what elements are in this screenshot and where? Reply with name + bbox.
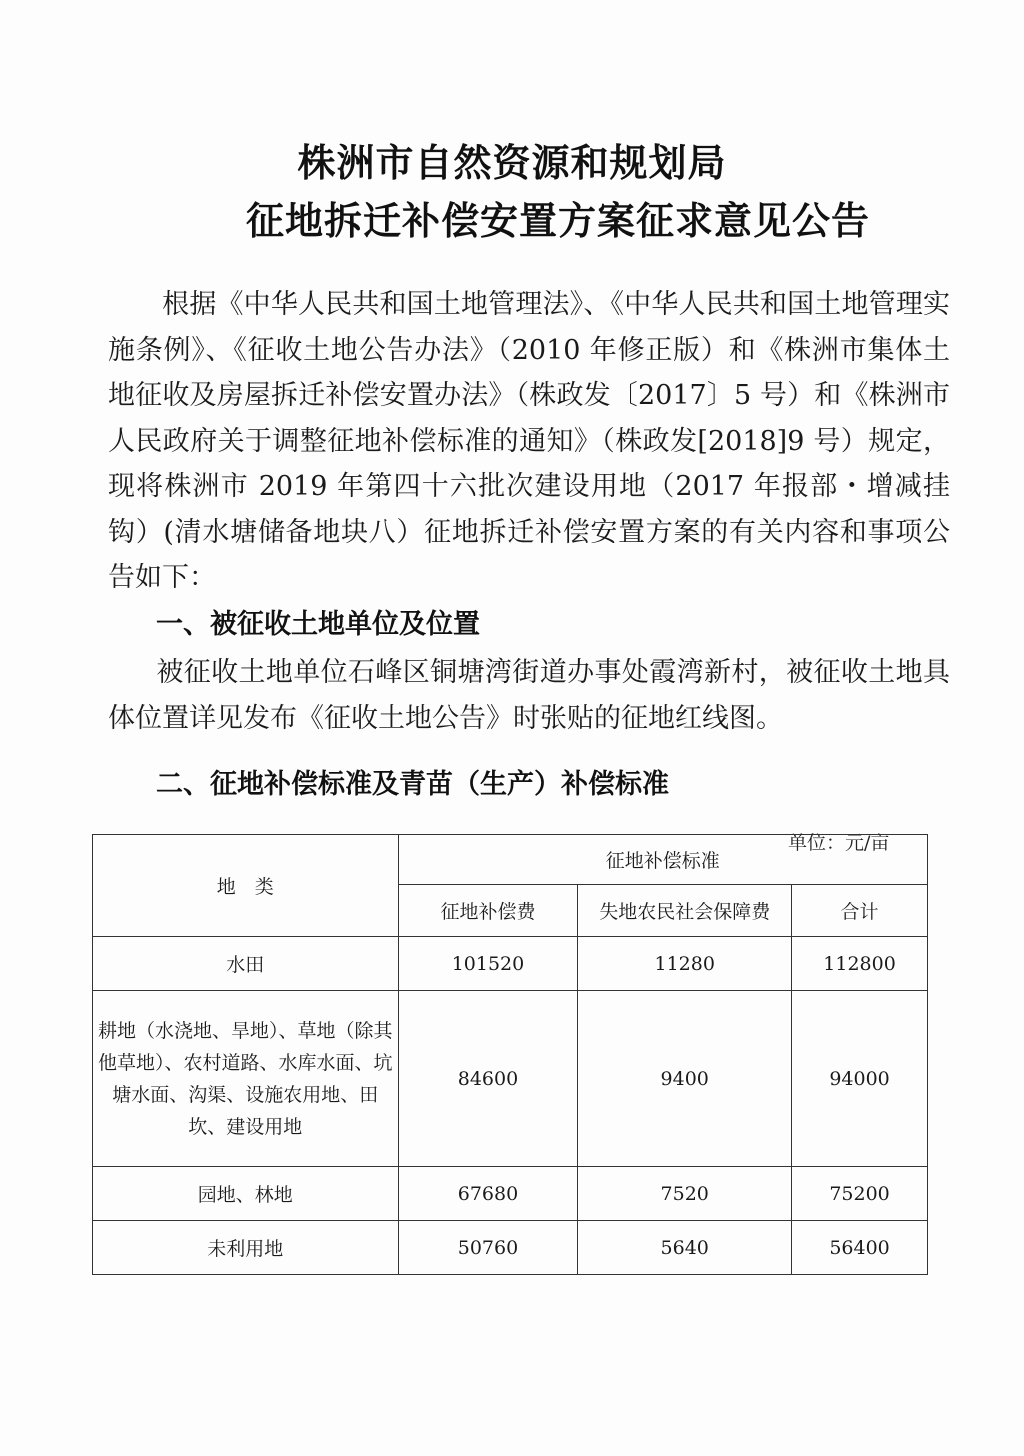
title-line-2: 征地拆迁补偿安置方案征求意见公告 — [245, 199, 870, 243]
section-2-heading: 二、征地补偿标准及青苗（生产）补偿标准 — [156, 769, 669, 800]
table-row — [93, 1167, 928, 1221]
row-social-fee: 9400 — [578, 991, 792, 1167]
table-row — [93, 1221, 928, 1275]
row-land-type: 园地、林地 — [93, 1167, 399, 1221]
table-row — [93, 991, 928, 1167]
table-row — [93, 937, 928, 991]
table-unit: 单位：元/亩 — [788, 832, 890, 854]
intro-paragraph — [108, 282, 950, 601]
header-compensation-standard: 征地补偿标准 — [398, 835, 927, 885]
row-total: 56400 — [792, 1221, 928, 1275]
section-1-heading: 一、被征收土地单位及位置 — [156, 609, 480, 640]
row-land-type: 耕地（水浇地、旱地）、草地（除其他草地）、农村道路、水库水面、坑塘水面、沟渠、设施农用地、田坎、建设用地 — [93, 991, 399, 1167]
section-1-paragraph — [108, 650, 950, 741]
row-total: 75200 — [792, 1167, 928, 1221]
section-1-text: 被征收土地单位石峰区铜塘湾街道办事处霞湾新村，被征收土地具体位置详见发布《征收土地公告》时张贴的征地红线图。 — [108, 657, 950, 734]
row-social-fee: 5640 — [578, 1221, 792, 1275]
header-social-security-fee: 失地农民社会保障费 — [578, 885, 792, 937]
header-land-fee: 征地补偿费 — [398, 885, 578, 937]
row-social-fee: 7520 — [578, 1167, 792, 1221]
compensation-table — [92, 834, 928, 1275]
row-land-fee: 50760 — [398, 1221, 578, 1275]
row-total: 94000 — [792, 991, 928, 1167]
row-land-fee: 101520 — [398, 937, 578, 991]
row-land-type: 未利用地 — [93, 1221, 399, 1275]
row-social-fee: 11280 — [578, 937, 792, 991]
header-land-type: 地 类 — [93, 835, 399, 937]
row-land-fee: 84600 — [398, 991, 578, 1167]
title-line-1: 株洲市自然资源和规划局 — [297, 141, 727, 185]
intro-text: 根据《中华人民共和国土地管理法》、《中华人民共和国土地管理实施条例》、《征收土地公告办法》（2010 年修正版）和《株洲市集体土地征收及房屋拆迁补偿安置办法》（株政发〔2017〕5 号）和《株洲市人民政府关于调整征地补偿标准的通知》（株政发[2018]9 号）规定，现将株洲市 2019 年第四十六批次建设用地（2017 年报部・增减挂钩）(清水塘储备地块八）征地拆迁补偿安置方案的有关内容和事项公告如下： — [108, 289, 950, 593]
header-total: 合计 — [792, 885, 928, 937]
row-total: 112800 — [792, 937, 928, 991]
row-land-fee: 67680 — [398, 1167, 578, 1221]
row-land-type: 水田 — [93, 937, 399, 991]
